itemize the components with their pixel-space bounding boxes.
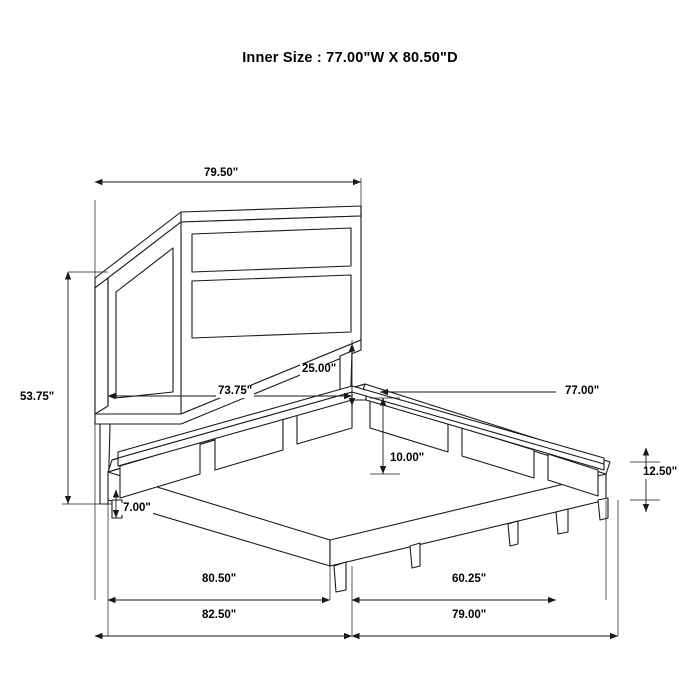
dim-label-rail-height: 12.50" [643,466,678,478]
headboard-left-post [95,278,108,414]
headboard-upholstery-panels [192,228,351,338]
dim-label-length-inner: 80.50" [202,573,237,585]
dim-label-depth-right: 60.25" [452,573,487,585]
dim-label-panel-width: 73.75" [218,385,253,397]
dim-label-inner-width: 77.00" [565,385,600,397]
dim-label-leg-height: 7.00" [123,502,151,514]
bed-frame-front-rail [108,472,606,566]
page-title: Inner Size : 77.00"W X 80.50"D [242,50,458,66]
dim-label-headboard-width: 79.50" [204,167,239,179]
dim-label-headboard-clearance: 25.00" [302,363,337,375]
dim-label-depth-outer: 79.00" [452,609,487,621]
dim-label-headboard-height: 53.75" [20,391,55,403]
dim-label-length-outer: 82.50" [202,609,237,621]
dim-label-slat-height: 10.00" [390,452,425,464]
